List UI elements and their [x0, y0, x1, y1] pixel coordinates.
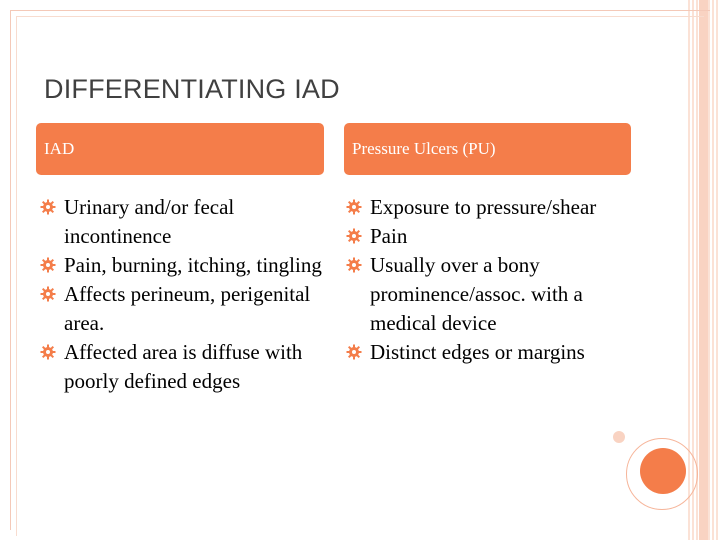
column-header-pressure-ulcers: [344, 123, 631, 175]
gear-icon: [346, 344, 362, 360]
iad-bullet-list: [40, 193, 330, 396]
bullet-text: Usually over a bony prominence/assoc. with a medical device: [370, 253, 583, 335]
bullet-text: Exposure to pressure/shear: [370, 195, 597, 219]
gear-icon: [40, 199, 56, 215]
bullet-text: Pain: [370, 224, 408, 248]
decorative-circle: [640, 448, 686, 494]
bullet-text: Affected area is diffuse with poorly defined edges: [64, 340, 303, 393]
column-header-label: Pressure Ulcers (PU): [352, 139, 496, 158]
gear-icon: [346, 199, 362, 215]
bullet-text: Distinct edges or margins: [370, 340, 585, 364]
column-header-label: IAD: [44, 139, 75, 158]
list-item: [40, 338, 330, 396]
column-header-iad: [36, 123, 324, 175]
list-item: [346, 338, 646, 367]
list-item: [346, 193, 646, 222]
gear-icon: [346, 257, 362, 273]
decorative-dot: [613, 431, 625, 443]
list-item: [40, 193, 330, 251]
bullet-text: Affects perineum, perigenital area.: [64, 282, 311, 335]
gear-icon: [40, 344, 56, 360]
list-item: [40, 251, 330, 280]
slide-title: DIFFERENTIATING IAD: [44, 74, 340, 104]
pressure-ulcer-bullet-list: [346, 193, 646, 367]
gear-icon: [40, 286, 56, 302]
bullet-text: Pain, burning, itching, tingling: [64, 253, 322, 277]
gear-icon: [346, 228, 362, 244]
list-item: [40, 280, 330, 338]
list-item: [346, 222, 646, 251]
list-item: [346, 251, 646, 338]
bullet-text: Urinary and/or fecal incontinence: [64, 195, 235, 248]
gear-icon: [40, 257, 56, 273]
